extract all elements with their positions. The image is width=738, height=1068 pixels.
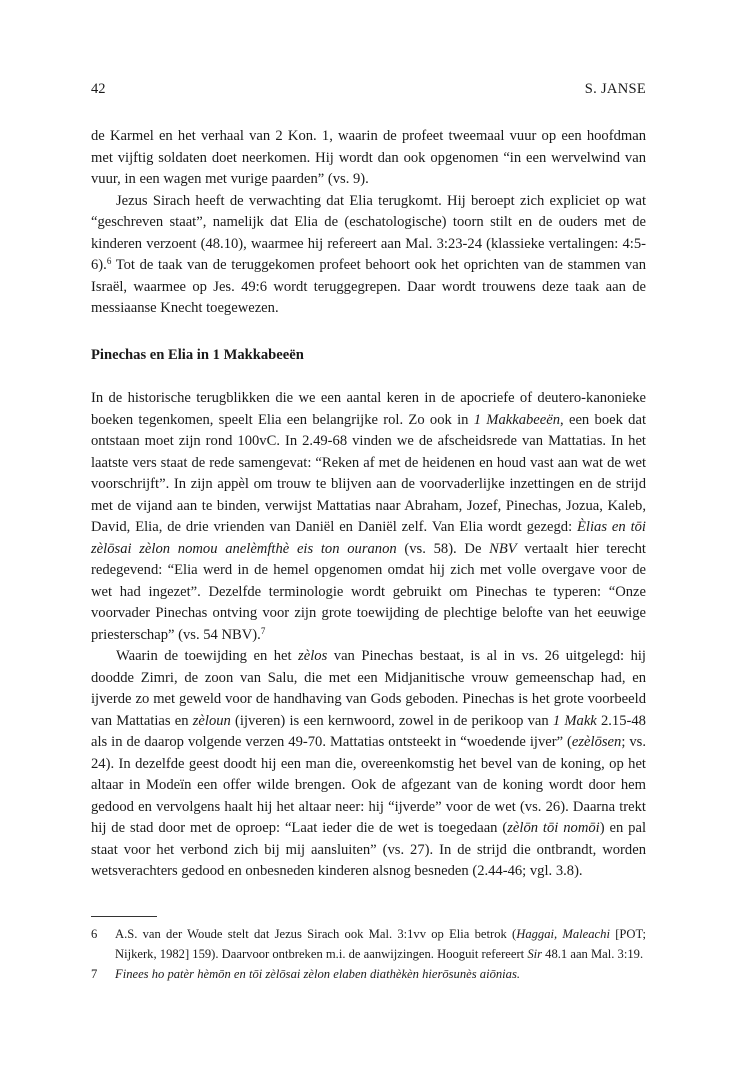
paragraph-continuation: de Karmel en het verhaal van 2 Kon. 1, waarin de profeet tweemaal vuur op een hoofdman met vijftig soldaten doet neerkomen. Hij wordt dan ook opgenomen “in een wervelwind van vuur, in een wagen met vurige paarden” (vs. 9). [91,128,646,187]
running-head-author: S. JANSE [584,81,646,97]
section-heading: Pinechas en Elia in 1 Makkabeeën [91,347,304,363]
term-italic: ezèlōsen [571,734,622,750]
text: vertaalt hier terecht redegevend: “Elia werd in de hemel opgenomen omdat hij zich met volle overgave voor de wet had ingezet”. Dezelfde terminologie wordt gebruikt om Pinechas te typeren: “Onze voorvader Pinechas ontving voor zijn grote toewijding de plechtige belofte van het eeuwige priesterschap” (vs. 54 NBV). [91,540,646,643]
footnote-6 [91,925,646,964]
footnotes [91,925,646,985]
paragraph-text: Jezus Sirach heeft de verwachting dat Elia terugkomt. Hij beroept zich expliciet op wat “geschreven staat”, namelijk dat Elia de (eschatologische) toorn stilt en de ouders met de kinderen verzoent (48.10), waarmee hij refereert aan Mal. 3:23-24 (klassieke vertalingen: 4:5-6). [91,192,646,273]
footnote-7 [91,965,646,985]
text: 48.1 aan Mal. 3:19. [542,946,644,961]
body-text-section [91,388,646,883]
term-italic: zèloun [192,712,231,729]
footnote-number: 7 [91,967,98,981]
term-italic: zèlōn tōi nomōi [507,820,600,836]
greek-quote-italic: Èlias en tōi zèlōsai zèlon nomou anelèmfthè eis ton ouranon [91,519,646,557]
paragraph-jezus-sirach [91,191,646,320]
text: In de historische terugblikken die we een aantal keren in de apocriefe of deutero-kanonieke boeken tegenkomen, speelt Elia een belangrijke rol. Zo ook in [91,390,646,428]
body-text-top [91,126,646,320]
text: van Pinechas bestaat, is al in vs. 26 uitgelegd: hij doodde Zimri, de zoon van Salu, die met een Midjanitische vrouw gemeenschap had, en ijverde zo met geweld voor de handhaving van Gods geboden. Pinechas is het grote voorbeeld van Mattatias en [91,648,646,729]
paragraph-text: Tot de taak van de teruggekomen profeet behoort ook het oprichten van de stammen van Israël, waarmee op Jes. 49:6 wordt teruggegrepen. Daar wordt trouwens deze taak aan de messiaanse Knecht toegewezen. [91,257,646,316]
text: 2.15-48 als in de daarop volgende verzen 49-70. Mattatias ontsteekt in “woedende ijver” ( [91,712,646,750]
book-title-italic: Haggai, Maleachi [516,927,610,941]
text: (vs. 58). De [396,540,490,557]
paragraph-pinechas [91,646,646,883]
abbrev-italic: Sir [527,946,543,961]
footnote-ref-7[interactable]: 7 [260,625,266,636]
text: A.S. van der Woude stelt dat Jezus Sirach ook Mal. 3:1vv op Elia betrok ( [115,927,517,941]
paragraph-historische-terugblikken [91,388,646,646]
text: ; vs. 24). In dezelfde geest doodt hij een man die, overeenkomstig het bevel van de koning, op het altaar in Modeïn een offer wilde brengen. Ook de afgezant van de koning wordt door hem gedood en vervolgens haalt hij het altaar neer: hij “ijverde” voor de wet (vs. 26). Daarna trekt hij de stad door met de oproep: “Laat ieder die de wet is toegedaan ( [91,734,646,836]
text: Waarin de toewijding en het [116,648,299,664]
greek-quote-italic: Finees ho patèr hèmōn en tōi zèlōsai zèlon elaben diathèkèn hierōsunès aiōnias. [115,967,521,981]
footnote-number: 6 [91,927,98,941]
text: , een boek dat ontstaan moet zijn rond 100vC. In 2.49-68 vinden we de afscheidsrede van Mattatias. In het laatste vers staat de rede samengevat: “Reken af met de heidenen en houd vast aan wat de wet voorschrijft”. In zijn appèl om trouw te blijven aan de voorvaderlijke inzettingen en de strijd met de vijand aan te binden, verwijst Mattatias naar Abraham, Jozef, Pinechas, Jozua, Kaleb, David, Elia, de drie vrienden van Daniël en Daniël zelf. Van Elia wordt gezegd: [91,411,646,535]
book-ref-italic: 1 Makk [552,712,597,729]
book-title-italic: 1 Makkabeeën [473,411,561,428]
nbv-italic: NBV [489,540,517,557]
footnote-ref-6[interactable]: 6 [106,256,112,266]
term-italic: zèlos [298,648,328,664]
text: ) en pal staat voor het verbond zich bij mij aansluiten” (vs. 27). In de strijd die ontbrandt, worden wetsverachters gedood en onbesneden kinderen alsnog besneden (2.44-46; vgl. 3.8). [91,820,646,879]
text: (ijveren) is een kernwoord, zowel in de perikoop van [230,712,553,729]
footnote-divider [91,916,157,917]
text: [POT; Nijkerk, 1982] 159). Daarvoor ontbreken m.i. de aanwijzingen. Hooguit refereert [115,927,646,961]
page-number: 42 [91,81,106,97]
